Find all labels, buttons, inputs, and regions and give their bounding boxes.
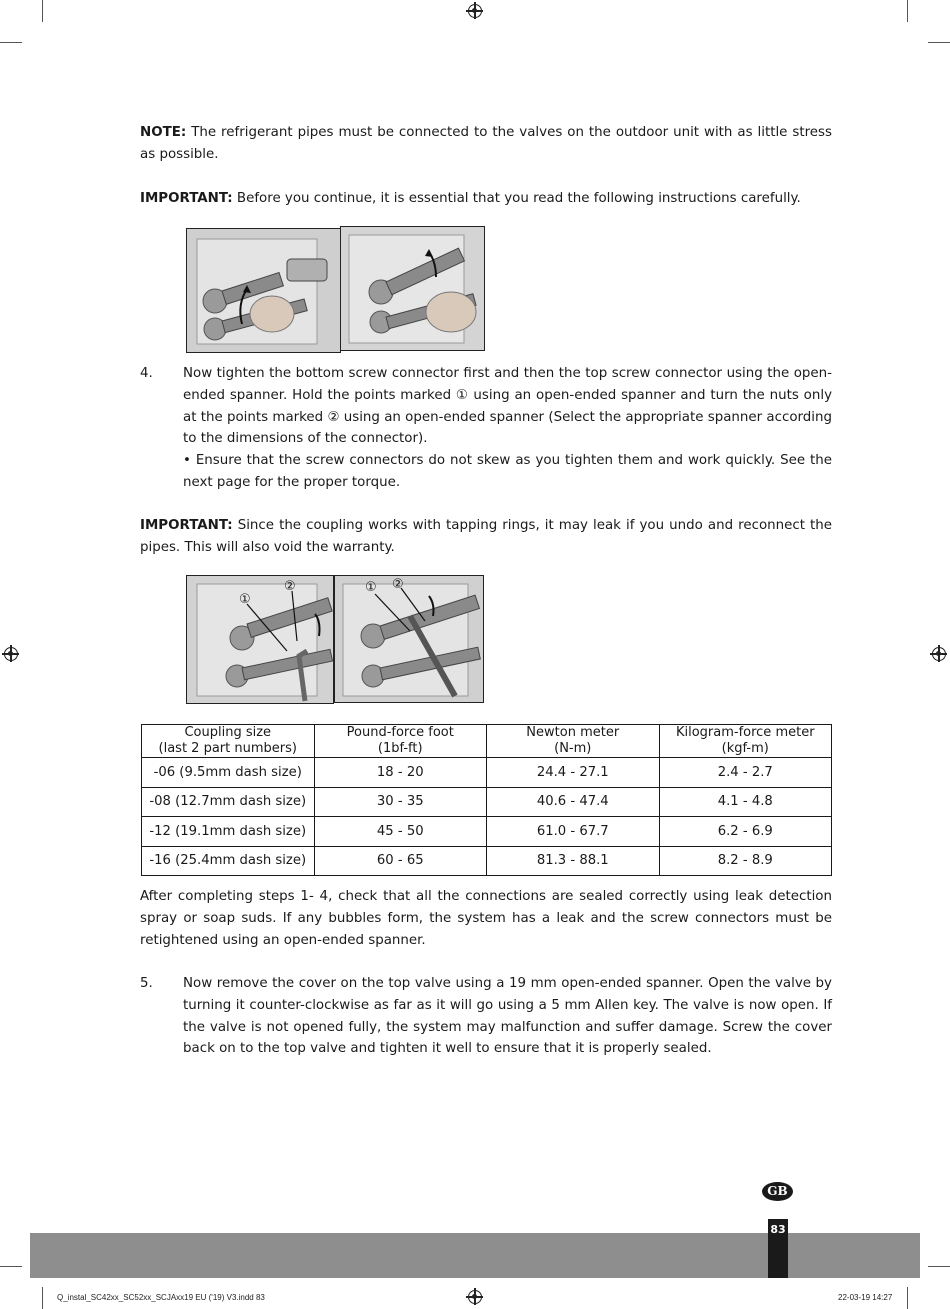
leak-check-paragraph: After completing steps 1- 4, check that all the connections are sealed correctly using leak detection spray or soap suds. If any bubbles form, the system has a leak and the screw connectors must be retightened using an open-ended spanner.	[140, 889, 832, 948]
table-cell: 60 - 65	[314, 846, 487, 876]
important-paragraph	[140, 188, 832, 210]
crop-mark	[42, 1287, 43, 1309]
step-4-bullet: • Ensure that the screw connectors do not skew as you tighten them and work quickly. See the next page for the proper torque.	[183, 453, 832, 490]
language-badge: GB	[762, 1182, 793, 1201]
column-header: Newton meter (N-m)	[487, 725, 660, 758]
table-cell: 61.0 - 67.7	[487, 817, 660, 847]
table-row	[142, 846, 832, 876]
table-cell: 8.2 - 8.9	[659, 846, 832, 876]
table-cell: 6.2 - 6.9	[659, 817, 832, 847]
table-row	[142, 787, 832, 817]
spanner-photo-left	[186, 575, 334, 704]
step-5-number: 5.	[140, 976, 153, 991]
crop-mark	[42, 0, 43, 22]
note-text: The refrigerant pipes must be connected to the valves on the outdoor unit with as little stress as possible.	[140, 125, 832, 162]
table-cell: 24.4 - 27.1	[487, 758, 660, 788]
registration-mark-icon	[468, 4, 482, 18]
table-row	[142, 817, 832, 847]
table-row	[142, 758, 832, 788]
valve-photo-right	[340, 226, 485, 351]
crop-mark	[928, 42, 950, 43]
marker-point-2: ②	[284, 579, 296, 594]
table-cell: 2.4 - 2.7	[659, 758, 832, 788]
step-4-text: Now tighten the bottom screw connector first and then the top screw connector using the open-ended spanner. Hold the points marked ① using an open-ended spanner and turn the nuts only at the points marked ② using an open-ended spanner (Select the appropriate spanner according to the dimensions of the connector).	[183, 366, 832, 447]
note-paragraph	[140, 122, 832, 166]
important-label: IMPORTANT:	[140, 518, 233, 533]
table-cell: 30 - 35	[314, 787, 487, 817]
note-label: NOTE:	[140, 125, 187, 140]
marker-point-1: ①	[365, 580, 377, 595]
marker-point-1: ①	[239, 592, 251, 607]
registration-mark-icon	[4, 647, 18, 661]
table-cell: 40.6 - 47.4	[487, 787, 660, 817]
spanner-photo-right	[334, 575, 484, 703]
table-cell: 45 - 50	[314, 817, 487, 847]
column-header: Kilogram-force meter (kgf-m)	[659, 725, 832, 758]
important-warranty-text: Since the coupling works with tapping rings, it may leak if you undo and reconnect the pipes. This will also void the warranty.	[140, 518, 832, 555]
registration-mark-icon	[932, 647, 946, 661]
column-header: Pound-force foot (1bf-ft)	[314, 725, 487, 758]
marker-point-2: ②	[392, 577, 404, 592]
important-text: Before you continue, it is essential that you read the following instructions carefully.	[232, 191, 801, 206]
table-cell: -08 (12.7mm dash size)	[142, 787, 315, 817]
table-header-row	[142, 725, 832, 758]
file-slug: Q_instal_SC42xx_SC52xx_SCJAxx19 EU ('19) V3.indd 83	[57, 1293, 265, 1302]
torque-table	[141, 724, 832, 876]
table-cell: 81.3 - 88.1	[487, 846, 660, 876]
table-cell: -12 (19.1mm dash size)	[142, 817, 315, 847]
step-4-number: 4.	[140, 366, 153, 381]
crop-mark	[907, 1287, 908, 1309]
table-cell: 4.1 - 4.8	[659, 787, 832, 817]
important-label: IMPORTANT:	[140, 191, 233, 206]
table-cell: -16 (25.4mm dash size)	[142, 846, 315, 876]
important-warranty-paragraph	[140, 515, 832, 559]
crop-mark	[0, 1266, 22, 1267]
registration-mark-icon	[468, 1290, 482, 1304]
step-5-text: Now remove the cover on the top valve using a 19 mm open-ended spanner. Open the valve by turning it counter-clockwise as far as it will go using a 5 mm Allen key. The valve is now open. If the valve is not opened fully, the system may malfunction and suffer damage. Screw the cover back on to the top valve and tighten it well to ensure that it is properly sealed.	[183, 976, 832, 1057]
table-cell: 18 - 20	[314, 758, 487, 788]
valve-photo-left	[186, 228, 341, 353]
print-timestamp: 22-03-19 14:27	[838, 1293, 893, 1302]
table-cell: -06 (9.5mm dash size)	[142, 758, 315, 788]
page-number: 83	[768, 1219, 788, 1278]
crop-mark	[928, 1266, 950, 1267]
crop-mark	[0, 42, 22, 43]
crop-mark	[907, 0, 908, 22]
column-header: Coupling size (last 2 part numbers)	[142, 725, 315, 758]
